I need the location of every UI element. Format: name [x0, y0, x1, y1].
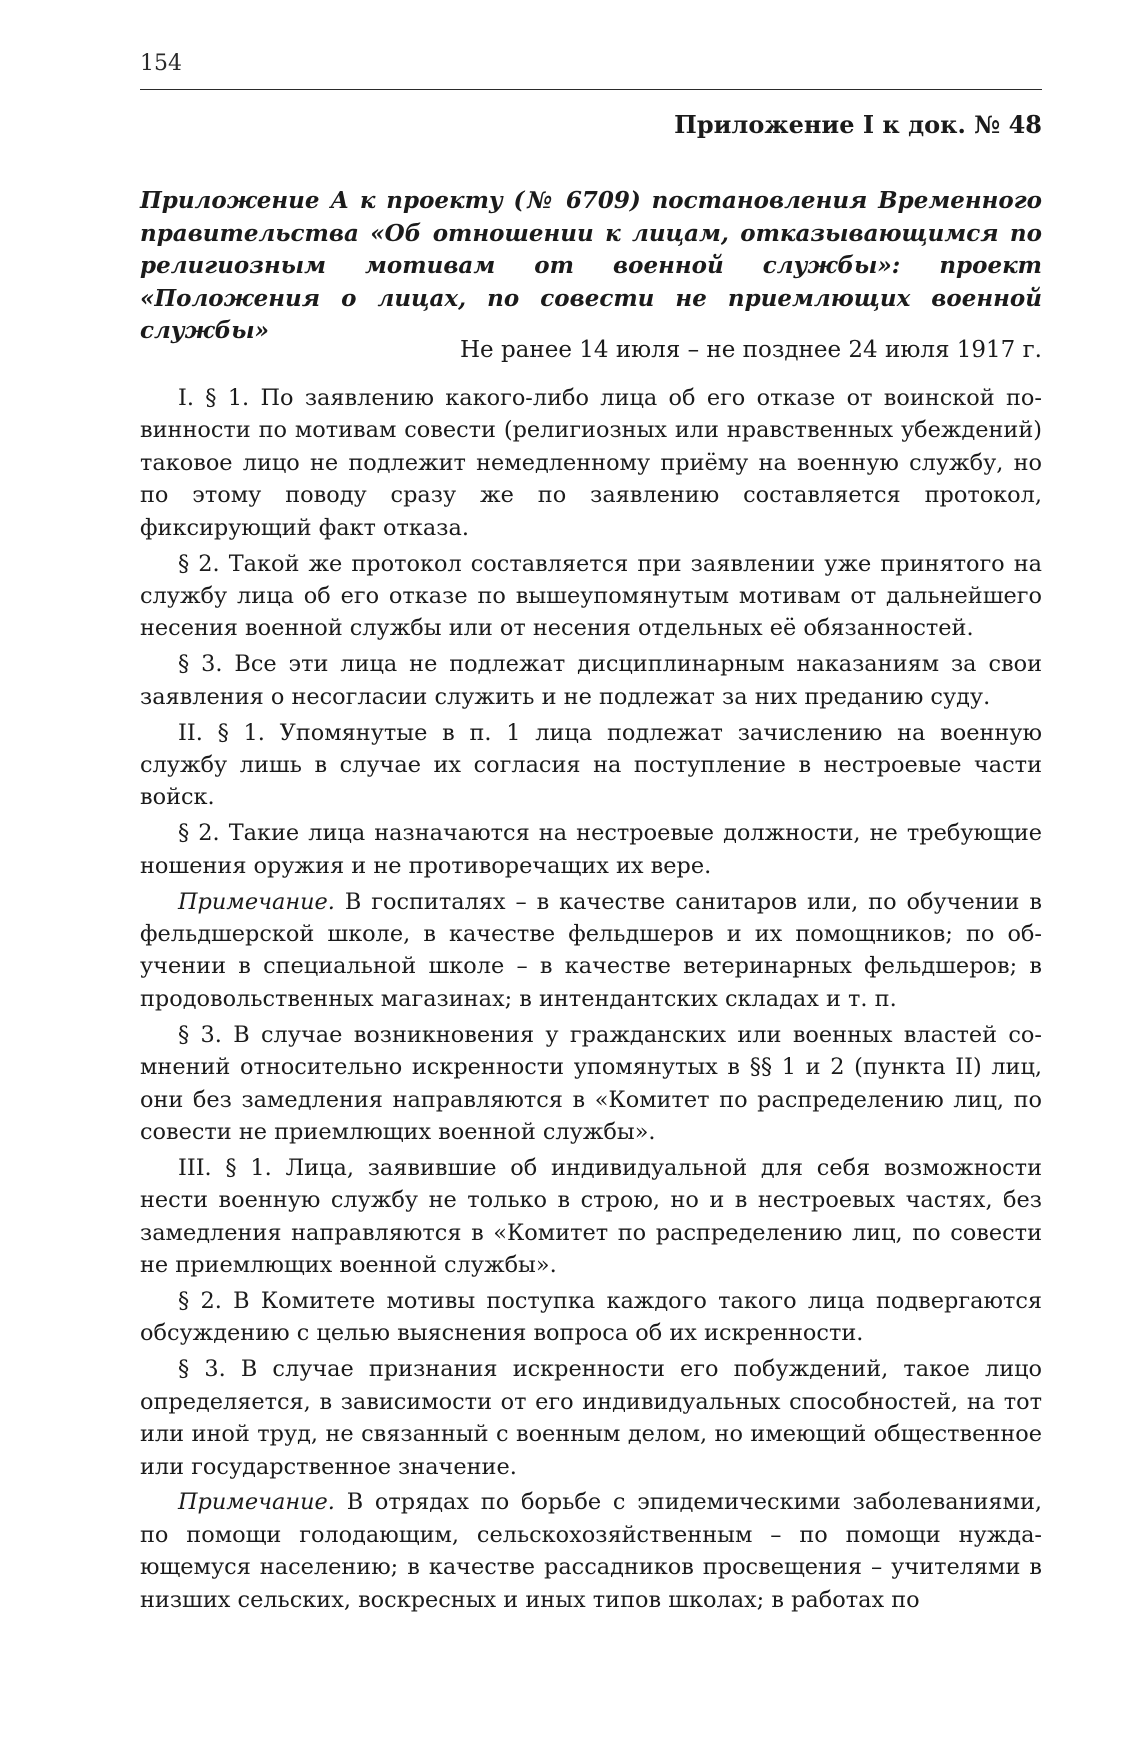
note-text: В отрядах по борьбе с эпидемическими заболеваниями, по помощи голодающим, сельскохозяйственным – по помощи нуждающемуся населению; в качестве рассадников просвещения – учителями в низших сельских, воскресных и иных типов школах; в работах по — [140, 1489, 1043, 1613]
note-text: В госпиталях – в качестве санитаров или, по обучении в фельдшерской школе, в качестве фельдшеров и их помощников; по обучении в специальной школе – в качестве ветеринарных фельдшеров; в продовольственных магазинах; в интендантских складах и т. п. — [140, 888, 1042, 1012]
paragraph-text: § 2. Такой же протокол составляется при заявлении уже принятого на службу лица об его отказе по вышеупомянутым мотивам от дальнейшего несения военной службы или от несения отдельных её обязанностей. — [140, 550, 1042, 642]
paragraph-text: II. § 1. Упомянутые в п. 1 лица подлежат зачислению на военную службу лишь в случае их согласия на поступление в нестроевые части войск. — [140, 719, 1042, 811]
paragraph-text: § 3. В случае возникновения у гражданских или военных властей сомнений относительно искренности упомянутых в §§ 1 и 2 (пункта II) лиц, они без замедления направляются в «Комитет по распределению лиц, по совести не приемлющих военной службы». — [140, 1021, 1042, 1145]
document-body — [140, 382, 1042, 1620]
paragraph-1-3 — [140, 648, 1042, 713]
book-page — [140, 0, 1042, 1758]
paragraph-1-2 — [140, 548, 1042, 645]
paragraph-text: I. § 1. По заявлению какого-либо лица об его отказе от воинской повинности по мотивам совести (религиозных или нравственных убеждений) таковое лицо не подлежит немедленному приёму на военную службу, но по этому поводу сразу же по заявлению составляется протокол, фиксирующий факт отказа. — [140, 385, 1042, 541]
paragraph-2-3 — [140, 1019, 1042, 1149]
paragraph-1-1 — [140, 382, 1042, 544]
document-date: Не ранее 14 июля – не позднее 24 июля 1917 г. — [459, 337, 1042, 363]
page-number: 154 — [140, 51, 182, 76]
note-label: Примечание. — [178, 888, 335, 915]
document-title: Приложение А к проекту (№ 6709) постановления Временного правительства «Об отношении к лицам, отказывающимся по религиозным мотивам от военной службы»: проект «Положения о лицах, по совести не приемлющих военной службы» — [140, 187, 1042, 344]
paragraph-text: III. § 1. Лица, заявившие об индивидуальной для себя возможности нести военную службу не только в строю, но и в нестроевых частях, без замедления направляются в «Комитет по распределению лиц, по совести не приемлющих военной службы». — [140, 1154, 1042, 1279]
paragraph-2-1 — [140, 717, 1042, 814]
paragraph-3-note — [140, 1486, 1042, 1616]
paragraph-2-2 — [140, 817, 1042, 882]
paragraph-text: § 2. Такие лица назначаются на нестроевые должности, не требующие ношения оружия и не противоречащих их вере. — [140, 820, 1042, 879]
paragraph-text: § 2. В Комитете мотивы поступка каждого такого лица подвергаются обсуждению с целью выяснения вопроса об их искренности. — [140, 1287, 1042, 1347]
note-label: Примечание. — [178, 1489, 335, 1516]
paragraph-3-3 — [140, 1353, 1042, 1483]
appendix-label: Приложение I к док. № 48 — [674, 110, 1042, 139]
paragraph-3-1 — [140, 1152, 1042, 1282]
paragraph-2-note — [140, 886, 1042, 1016]
paragraph-3-2 — [140, 1285, 1042, 1350]
header-rule — [140, 89, 1042, 90]
paragraph-text: § 3. Все эти лица не подлежат дисциплинарным наказаниям за свои заявления о несогласии служить и не подлежат за них преданию суду. — [140, 651, 1042, 710]
paragraph-text: § 3. В случае признания искренности его побуждений, такое лицо определяется, в зависимости от его индивидуальных способностей, на тот или иной труд, не связанный с военным делом, но имеющий общественное или государственное значение. — [140, 1356, 1042, 1480]
